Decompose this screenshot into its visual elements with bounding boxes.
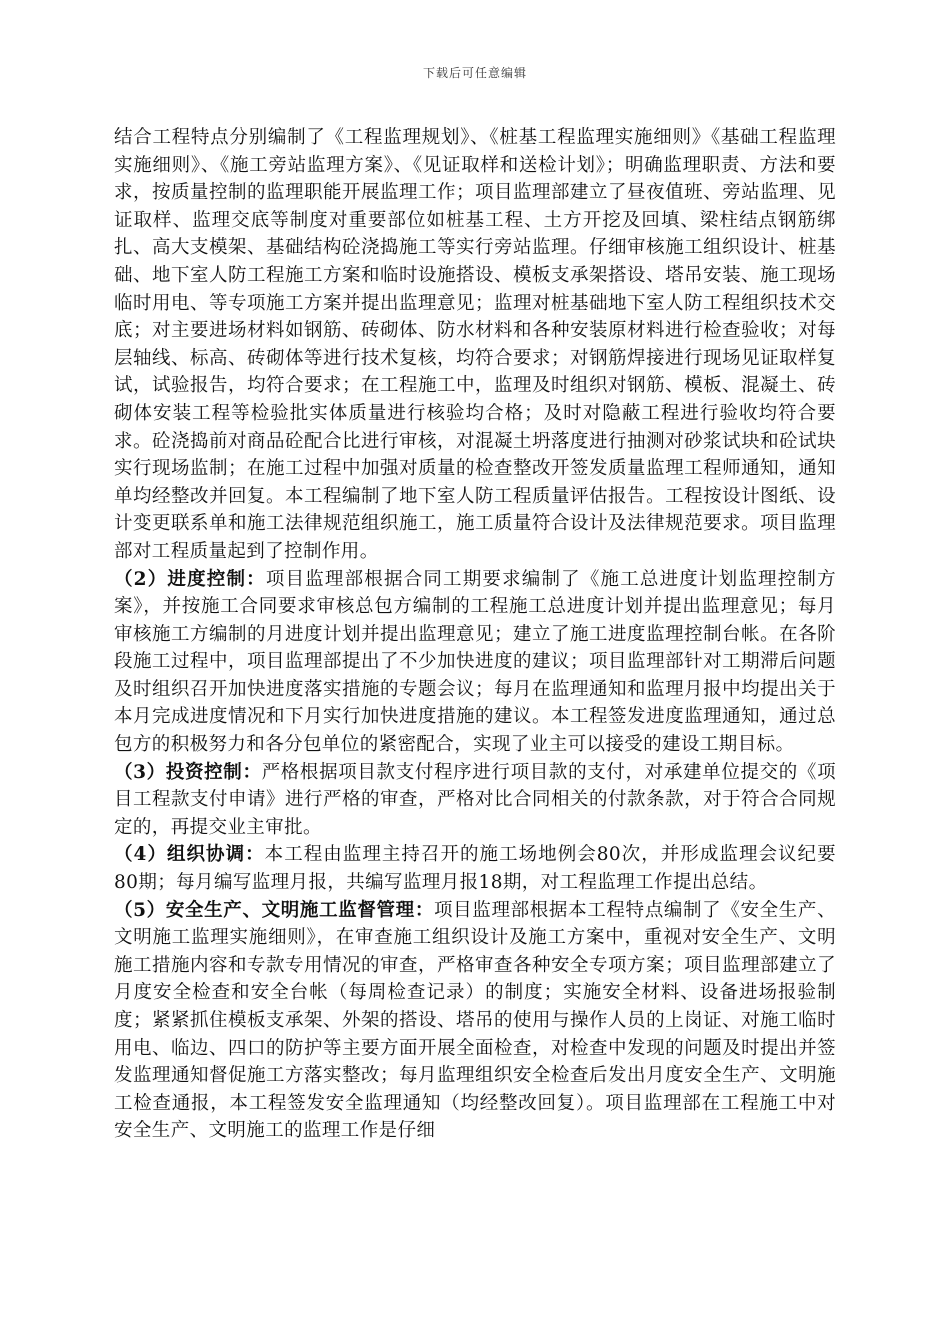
section-investment-control	[114, 759, 836, 842]
section-body: 本工程由监理主持召开的施工场地例会80次，并形成监理会议纪要80期；每月编写监理月报，共编写监理月报18期，对工程监理工作提出总结。	[114, 844, 836, 894]
section-progress-control	[114, 566, 836, 759]
section-body: 项目监理部根据本工程特点编制了《安全生产、文明施工监理实施细则》，在审查施工组织设计及施工方案中，重视对安全生产、文明施工措施内容和专款专用情况的审查，严格审查各种安全专项方案；项目监理部建立了月度安全检查和安全台帐（每周检查记录）的制度；实施安全材料、设备进场报验制度；紧紧抓住模板支承架、外架的搭设、塔吊的使用与操作人员的上岗证、对施工临时用电、临边、四口的防护等主要方面开展全面检查，对检查中发现的问题及时提出并签发监理通知督促施工方落实整改；每月监理组织安全检查后发出月度安全生产、文明施工检查通报，本工程签发安全监理通知（均经整改回复）。项目监理部在工程施工中对安全生产、文明施工的监理工作是仔细	[114, 899, 836, 1142]
section-heading: （2）进度控制：	[114, 568, 266, 590]
section-body: 严格根据项目款支付程序进行项目款的支付，对承建单位提交的《项目工程款支付申请》进行严格的审查，严格对比合同相关的付款条款，对于符合合同规定的，再提交业主审批。	[114, 761, 836, 838]
section-heading: （3）投资控制：	[114, 761, 262, 783]
section-body: 项目监理部根据合同工期要求编制了《施工总进度计划监理控制方案》，并按施工合同要求审核总包方编制的工程施工总进度计划并提出监理意见；每月审核施工方编制的月进度计划并提出监理意见；建立了施工进度监理控制台帐。在各阶段施工过程中，项目监理部提出了不少加快进度的建议；项目监理部针对工期滞后问题及时组织召开加快进度落实措施的专题会议；每月在监理通知和监理月报中均提出关于本月完成进度情况和下月实行加快进度措施的建议。本工程签发进度监理通知，通过总包方的积极努力和各分包单位的紧密配合，实现了业主可以接受的建设工期目标。	[114, 568, 836, 756]
page-header: 下载后可任意编辑	[422, 66, 527, 80]
intro-paragraph: 结合工程特点分别编制了《工程监理规划》、《桩基工程监理实施细则》《基础工程监理实施细则》、《施工旁站监理方案》、《见证取样和送检计划》；明确监理职责、方法和要求，按质量控制的监理职能开展监理工作；项目监理部建立了昼夜值班、旁站监理、见证取样、监理交底等制度对重要部位如桩基工程、土方开挖及回填、梁柱结点钢筋绑扎、高大支模架、基础结构砼浇捣施工等实行旁站监理。仔细审核施工组织设计、桩基础、地下室人防工程施工方案和临时设施搭设、模板支承架搭设、塔吊安装、施工现场临时用电、等专项施工方案并提出监理意见；监理对桩基础地下室人防工程组织技术交底；对主要进场材料如钢筋、砖砌体、防水材料和各种安装原材料进行检查验收；对每层轴线、标高、砖砌体等进行技术复核，均符合要求；对钢筋焊接进行现场见证取样复试，试验报告，均符合要求；在工程施工中，监理及时组织对钢筋、模板、混凝土、砖砌体安装工程等检验批实体质量进行核验均合格；及时对隐蔽工程进行验收均符合要求。砼浇捣前对商品砼配合比进行审核，对混凝土坍落度进行抽测对砂浆试块和砼试块实行现场监制；在施工过程中加强对质量的检查整改开签发质量监理工程师通知，通知单均经整改并回复。本工程编制了地下室人防工程质量评估报告。工程按设计图纸、设计变更联系单和施工法律规范组织施工，施工质量符合设计及法律规范要求。项目监理部对工程质量起到了控制作用。	[114, 127, 836, 562]
section-heading: （5）安全生产、文明施工监督管理：	[114, 899, 434, 921]
document-body	[114, 124, 836, 1145]
section-coordination	[114, 841, 836, 896]
section-safety-management	[114, 897, 836, 1145]
section-heading: （4）组织协调：	[114, 844, 265, 866]
